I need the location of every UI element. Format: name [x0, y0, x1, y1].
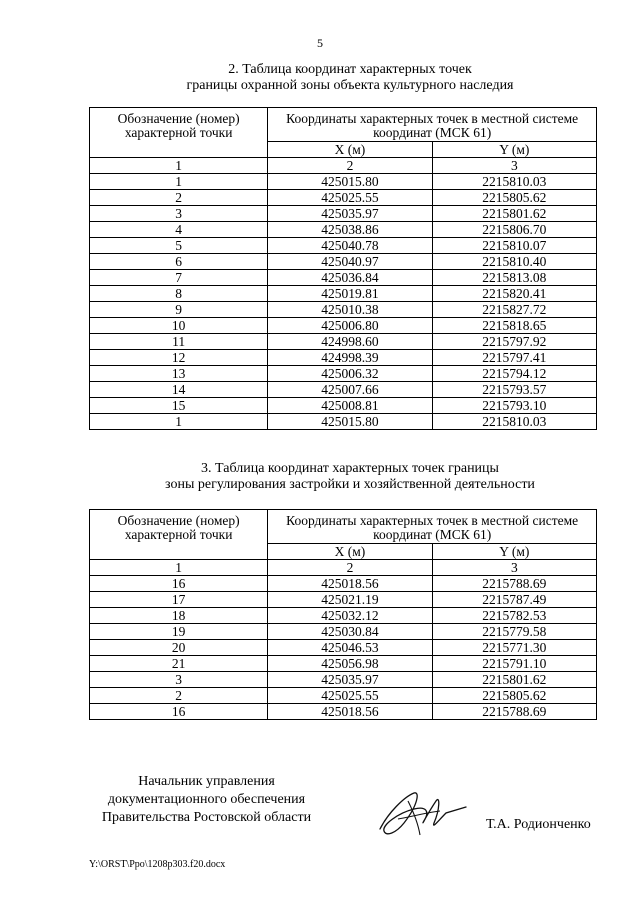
table-row — [90, 334, 597, 350]
point-number-cell: 16 — [90, 576, 268, 592]
y-coordinate-cell: 2215801.62 — [432, 206, 596, 222]
signature-title-block — [89, 773, 324, 827]
x-coordinate-cell: 425035.97 — [268, 206, 432, 222]
table-row — [90, 624, 597, 640]
y-coordinate-cell: 2215787.49 — [432, 592, 596, 608]
x-coordinate-cell: 425015.80 — [268, 174, 432, 190]
table-row — [90, 254, 597, 270]
table-row — [90, 592, 597, 608]
x-coordinate-cell: 425018.56 — [268, 704, 432, 720]
y-coordinate-cell: 2215797.92 — [432, 334, 596, 350]
table2-header-x: X (м) — [268, 142, 432, 158]
table3-colnum-2: 2 — [268, 560, 432, 576]
page-number: 5 — [317, 36, 323, 50]
point-number-cell: 16 — [90, 704, 268, 720]
point-number-cell: 7 — [90, 270, 268, 286]
y-coordinate-cell: 2215818.65 — [432, 318, 596, 334]
x-coordinate-cell: 425021.19 — [268, 592, 432, 608]
table2-coordinates — [89, 107, 597, 430]
table3-caption-line1: 3. Таблица координат характерных точек границы — [201, 461, 499, 476]
table2-colnum-1: 1 — [90, 158, 268, 174]
point-number-cell: 3 — [90, 672, 268, 688]
table-row — [90, 398, 597, 414]
y-coordinate-cell: 2215813.08 — [432, 270, 596, 286]
point-number-cell: 18 — [90, 608, 268, 624]
x-coordinate-cell: 425056.98 — [268, 656, 432, 672]
x-coordinate-cell: 425015.80 — [268, 414, 432, 430]
x-coordinate-cell: 425010.38 — [268, 302, 432, 318]
table-row — [90, 206, 597, 222]
y-coordinate-cell: 2215810.03 — [432, 414, 596, 430]
y-coordinate-cell: 2215797.41 — [432, 350, 596, 366]
point-number-cell: 13 — [90, 366, 268, 382]
handwritten-signature — [374, 783, 470, 841]
y-coordinate-cell: 2215779.58 — [432, 624, 596, 640]
x-coordinate-cell: 425025.55 — [268, 688, 432, 704]
table3-caption — [0, 461, 640, 493]
table2-caption-line1: 2. Таблица координат характерных точек — [228, 62, 472, 77]
point-number-cell: 15 — [90, 398, 268, 414]
point-number-cell: 3 — [90, 206, 268, 222]
table-row — [90, 640, 597, 656]
point-number-cell: 4 — [90, 222, 268, 238]
point-number-cell: 19 — [90, 624, 268, 640]
x-coordinate-cell: 425030.84 — [268, 624, 432, 640]
table3-header-coordinates: Координаты характерных точек в местной системе координат (МСК 61) — [268, 510, 597, 544]
y-coordinate-cell: 2215805.62 — [432, 688, 596, 704]
table2-header-coordinates: Координаты характерных точек в местной системе координат (МСК 61) — [268, 108, 597, 142]
x-coordinate-cell: 425019.81 — [268, 286, 432, 302]
table-row — [90, 688, 597, 704]
y-coordinate-cell: 2215771.30 — [432, 640, 596, 656]
x-coordinate-cell: 425007.66 — [268, 382, 432, 398]
point-number-cell: 20 — [90, 640, 268, 656]
table-row — [90, 174, 597, 190]
point-number-cell: 2 — [90, 190, 268, 206]
y-coordinate-cell: 2215794.12 — [432, 366, 596, 382]
table-row — [90, 382, 597, 398]
x-coordinate-cell: 425046.53 — [268, 640, 432, 656]
table2-header-y: Y (м) — [432, 142, 596, 158]
x-coordinate-cell: 425006.32 — [268, 366, 432, 382]
point-number-cell: 8 — [90, 286, 268, 302]
table2-caption — [0, 62, 640, 94]
point-number-cell: 21 — [90, 656, 268, 672]
signature-title-line3: Правительства Ростовской области — [101, 810, 312, 825]
point-number-cell: 14 — [90, 382, 268, 398]
y-coordinate-cell: 2215820.41 — [432, 286, 596, 302]
table-row — [90, 656, 597, 672]
footer-file-path: Y:\ORST\Ppo\1208p303.f20.docx — [89, 859, 226, 870]
point-number-cell: 10 — [90, 318, 268, 334]
signer-name: Т.А. Родионченко — [486, 817, 591, 832]
x-coordinate-cell: 425018.56 — [268, 576, 432, 592]
y-coordinate-cell: 2215791.10 — [432, 656, 596, 672]
table-row — [90, 672, 597, 688]
table-row — [90, 302, 597, 318]
table-row — [90, 270, 597, 286]
point-number-cell: 1 — [90, 174, 268, 190]
x-coordinate-cell: 424998.39 — [268, 350, 432, 366]
x-coordinate-cell: 425040.97 — [268, 254, 432, 270]
x-coordinate-cell: 425008.81 — [268, 398, 432, 414]
table-row — [90, 414, 597, 430]
x-coordinate-cell: 425038.86 — [268, 222, 432, 238]
table2-colnum-2: 2 — [268, 158, 432, 174]
table2-colnum-3: 3 — [432, 158, 596, 174]
y-coordinate-cell: 2215810.03 — [432, 174, 596, 190]
table-row — [90, 608, 597, 624]
y-coordinate-cell: 2215788.69 — [432, 704, 596, 720]
y-coordinate-cell: 2215810.40 — [432, 254, 596, 270]
point-number-cell: 6 — [90, 254, 268, 270]
table2-header-point-designation: Обозначение (номер) характерной точки — [90, 108, 268, 158]
table-row — [90, 190, 597, 206]
x-coordinate-cell: 425025.55 — [268, 190, 432, 206]
x-coordinate-cell: 424998.60 — [268, 334, 432, 350]
point-number-cell: 5 — [90, 238, 268, 254]
table3-caption-line2: зоны регулирования застройки и хозяйственной деятельности — [165, 477, 535, 492]
table-row — [90, 576, 597, 592]
y-coordinate-cell: 2215788.69 — [432, 576, 596, 592]
table-row — [90, 366, 597, 382]
point-number-cell: 9 — [90, 302, 268, 318]
y-coordinate-cell: 2215793.10 — [432, 398, 596, 414]
table2-caption-line2: границы охранной зоны объекта культурного наследия — [186, 78, 514, 93]
table-row — [90, 318, 597, 334]
table-row — [90, 238, 597, 254]
point-number-cell: 17 — [90, 592, 268, 608]
point-number-cell: 2 — [90, 688, 268, 704]
table3-header-point-designation: Обозначение (номер) характерной точки — [90, 510, 268, 560]
point-number-cell: 11 — [90, 334, 268, 350]
signature-title-line2: документационного обеспечения — [107, 792, 306, 807]
point-number-cell: 12 — [90, 350, 268, 366]
point-number-cell: 1 — [90, 414, 268, 430]
table-row — [90, 704, 597, 720]
y-coordinate-cell: 2215801.62 — [432, 672, 596, 688]
x-coordinate-cell: 425006.80 — [268, 318, 432, 334]
signature-title-line1: Начальник управления — [138, 774, 275, 789]
x-coordinate-cell: 425035.97 — [268, 672, 432, 688]
x-coordinate-cell: 425036.84 — [268, 270, 432, 286]
table3-coordinates — [89, 509, 597, 720]
table-row — [90, 222, 597, 238]
y-coordinate-cell: 2215806.70 — [432, 222, 596, 238]
table3-colnum-1: 1 — [90, 560, 268, 576]
y-coordinate-cell: 2215827.72 — [432, 302, 596, 318]
y-coordinate-cell: 2215810.07 — [432, 238, 596, 254]
y-coordinate-cell: 2215805.62 — [432, 190, 596, 206]
y-coordinate-cell: 2215782.53 — [432, 608, 596, 624]
y-coordinate-cell: 2215793.57 — [432, 382, 596, 398]
table3-colnum-3: 3 — [432, 560, 596, 576]
x-coordinate-cell: 425032.12 — [268, 608, 432, 624]
table-row — [90, 286, 597, 302]
table-row — [90, 350, 597, 366]
table3-header-y: Y (м) — [432, 544, 596, 560]
table3-header-x: X (м) — [268, 544, 432, 560]
x-coordinate-cell: 425040.78 — [268, 238, 432, 254]
